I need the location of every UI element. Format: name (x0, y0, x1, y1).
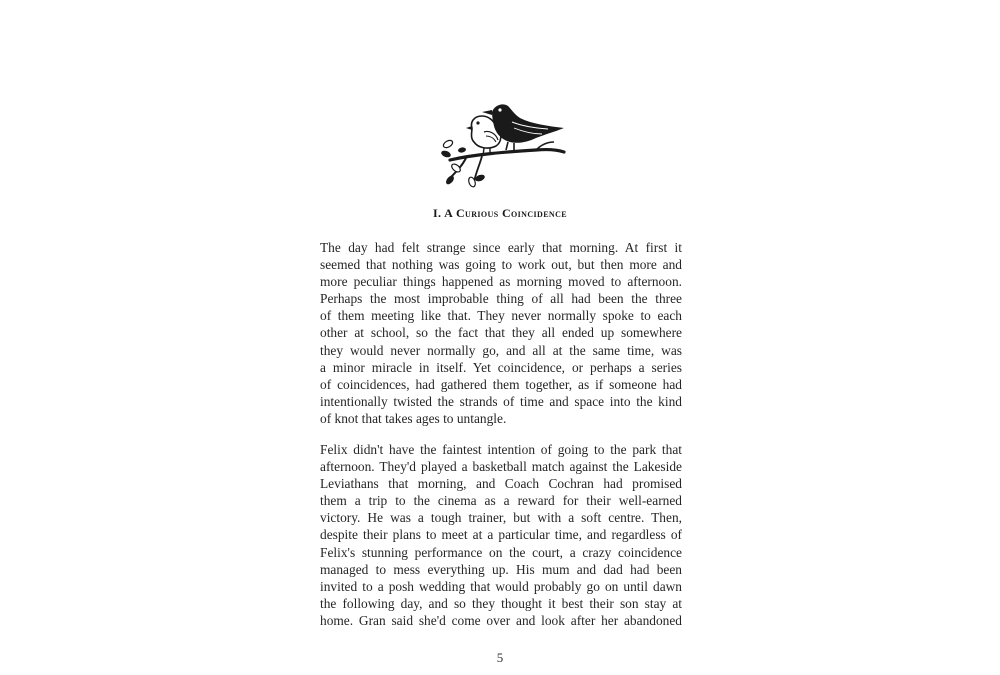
text-line: them a trip to the cinema as a reward for their well-earned (320, 493, 682, 509)
text-line: the following day, and so they thought it best their son stay at (320, 595, 682, 611)
text-line: Felix didn't have the faintest intention of going to the park that (320, 442, 682, 457)
birds-on-branch-icon (436, 98, 572, 190)
text-line: Perhaps the most improbable thing of all had been the three (320, 291, 682, 307)
text-line: intentionally twisted the strands of time and space into the kind (320, 393, 682, 409)
text-line: more peculiar things happened as morning moved to afternoon. (320, 274, 682, 290)
paragraph-1 (320, 239, 682, 427)
text-line: The day had felt strange since early that morning. At first it (320, 240, 682, 255)
paragraph-2 (320, 441, 682, 629)
text-line: afternoon. They'd played a basketball match against the Lakeside (320, 459, 682, 475)
text-line: Leviathans that morning, and Coach Cochran had promised (320, 476, 682, 492)
text-line: of coincidences, had gathered them together, as if someone had (320, 376, 682, 392)
text-line: a minor miracle in itself. Yet coincidence, or perhaps a series (320, 359, 682, 375)
text-line: despite their plans to meet at a particular time, and regardless of (320, 527, 682, 543)
text-line: seemed that nothing was going to work out, but then more and (320, 257, 682, 273)
text-line: of knot that takes ages to untangle. (320, 410, 507, 426)
page-number: 5 (496, 650, 504, 665)
text-line: other at school, so the fact that they all ended up somewhere (320, 325, 682, 341)
text-line: home. Gran said she'd come over and look after her abandoned (320, 612, 682, 628)
text-line: managed to mess everything up. His mum and dad had been (320, 561, 682, 577)
text-line: victory. He was a tough trainer, but with a soft centre. Then, (320, 510, 682, 526)
chapter-title: I. A Curious Coincidence (432, 206, 568, 220)
text-line: Felix's stunning performance on the court, a crazy coincidence (320, 544, 682, 560)
text-line: invited to a posh wedding that would probably go on until dawn (320, 578, 682, 594)
text-line: they would never normally go, and all at the same time, was (320, 342, 682, 358)
text-line: of them meeting like that. They never normally spoke to each (320, 308, 682, 324)
